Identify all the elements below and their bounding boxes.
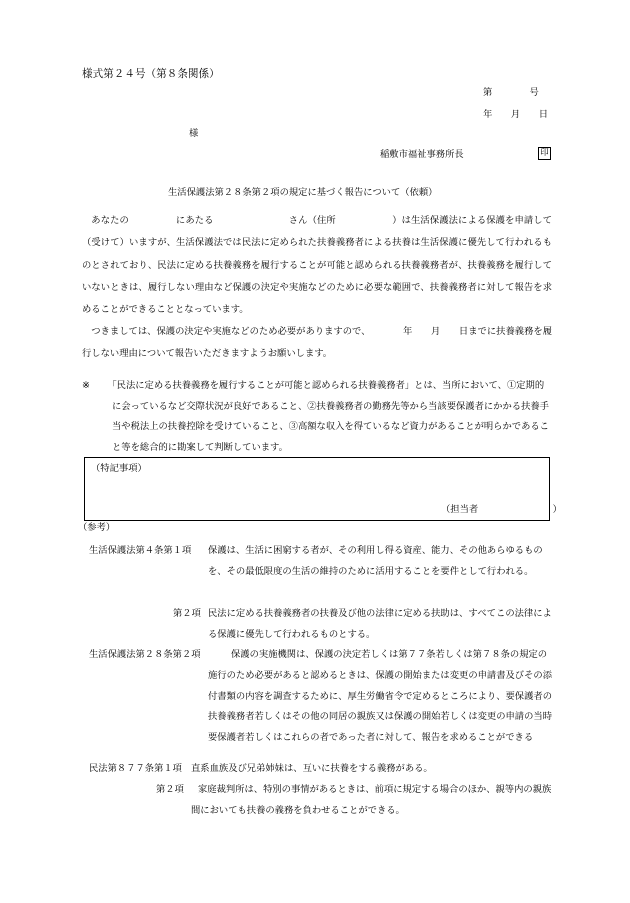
ref-text-art28-2: 保護の実施機関は、保護の決定若しくは第７７条若しくは第７８条の規定の施行のため必要があると認めるときは、保護の開始または変更の申請書及びその添付書類の内容を調査するために、厚生労働省令で定めるところにより、要保護者の扶養義務者若しくはその他の同居の親族又は保護の開始若しくは変更の申請の当時要保護者若しくはこれらの者であった者に対して、報告を求めることができる <box>208 649 552 744</box>
ref-label-civil877-1: 民法第８７７条第１項 <box>89 763 182 774</box>
note-mark: ※ <box>82 380 90 391</box>
ref-label-art4-1: 生活保護法第４条第１項 <box>89 545 192 556</box>
ref-text-art4-2: 民法に定める扶養義務者の扶養及び他の法律に定める扶助は、すべてこの法律による保護に優先して行われるものとする。 <box>208 608 552 640</box>
body-paragraph-1: あなたの にあたる さん（住所 ）は生活保護法による保護を申請して（受けて）いますが、生活保護法では民法に定められた扶養義務者による扶養は生活保護に優先して行われるものとされており、民法に定める扶養義務を履行することが可能と認められる扶養義務者が、扶養義務を履行していないときは、履行しない理由など保護の決定や実施などのために必要な範囲で、扶養義務者に対して報告を求めることができることとなっています。 <box>82 215 552 316</box>
tanto-field: （担当者 ） <box>441 504 562 515</box>
ref-text-civil877-2: 家庭裁判所は、特別の事情があるときは、前項に規定する場合のほか、親等内の親族間においても扶養の義務を負わせることができる。 <box>191 784 552 816</box>
ref-label-art28-2: 生活保護法第２８条第２項 <box>89 649 201 660</box>
note-text: 「民法に定める扶養義務を履行することが可能と認められる扶養義務者」とは、当所において、①定期的に会っているなど交際状況が良好であること、②扶養義務者の勤務先等から当該要保護者にかかる扶養手当や税法上の扶養控除を受けていること、③高額な収入を得ているなど資力があることが明らかであること等を総合的に勘案して判断しています。 <box>107 380 549 454</box>
reference-heading: （参考） <box>78 522 116 533</box>
doc-number: 第 号 <box>483 87 539 98</box>
seal-mark: 印 <box>538 147 551 160</box>
tokki-label: （特記事項） <box>91 463 147 474</box>
form-id: 様式第２４号（第８条関係） <box>82 68 220 80</box>
body-paragraph-2: つきましては、保護の決定や実施などのため必要がありますので、 年 月 日までに扶養義務を履行しない理由について報告いただきますようお願いします。 <box>82 326 552 360</box>
document-title: 生活保護法第２８条第２項の規定に基づく報告について（依頼） <box>168 187 438 198</box>
addressee-suffix: 様 <box>189 128 199 139</box>
sender-name: 稲敷市福祉事務所長 <box>380 149 464 160</box>
doc-date: 年 月 日 <box>483 109 549 120</box>
ref-label-civil877-2: 第２項 <box>156 784 184 795</box>
ref-text-art4-1: 保護は、生活に困窮する者が、その利用し得る資産、能力、その他あらゆるものを、その最低限度の生活の維持のために活用することを要件として行われる。 <box>208 545 543 577</box>
ref-text-civil877-1: 直系血族及び兄弟姉妹は、互いに扶養をする義務がある。 <box>191 763 433 774</box>
ref-label-art4-2: 第２項 <box>173 608 201 619</box>
